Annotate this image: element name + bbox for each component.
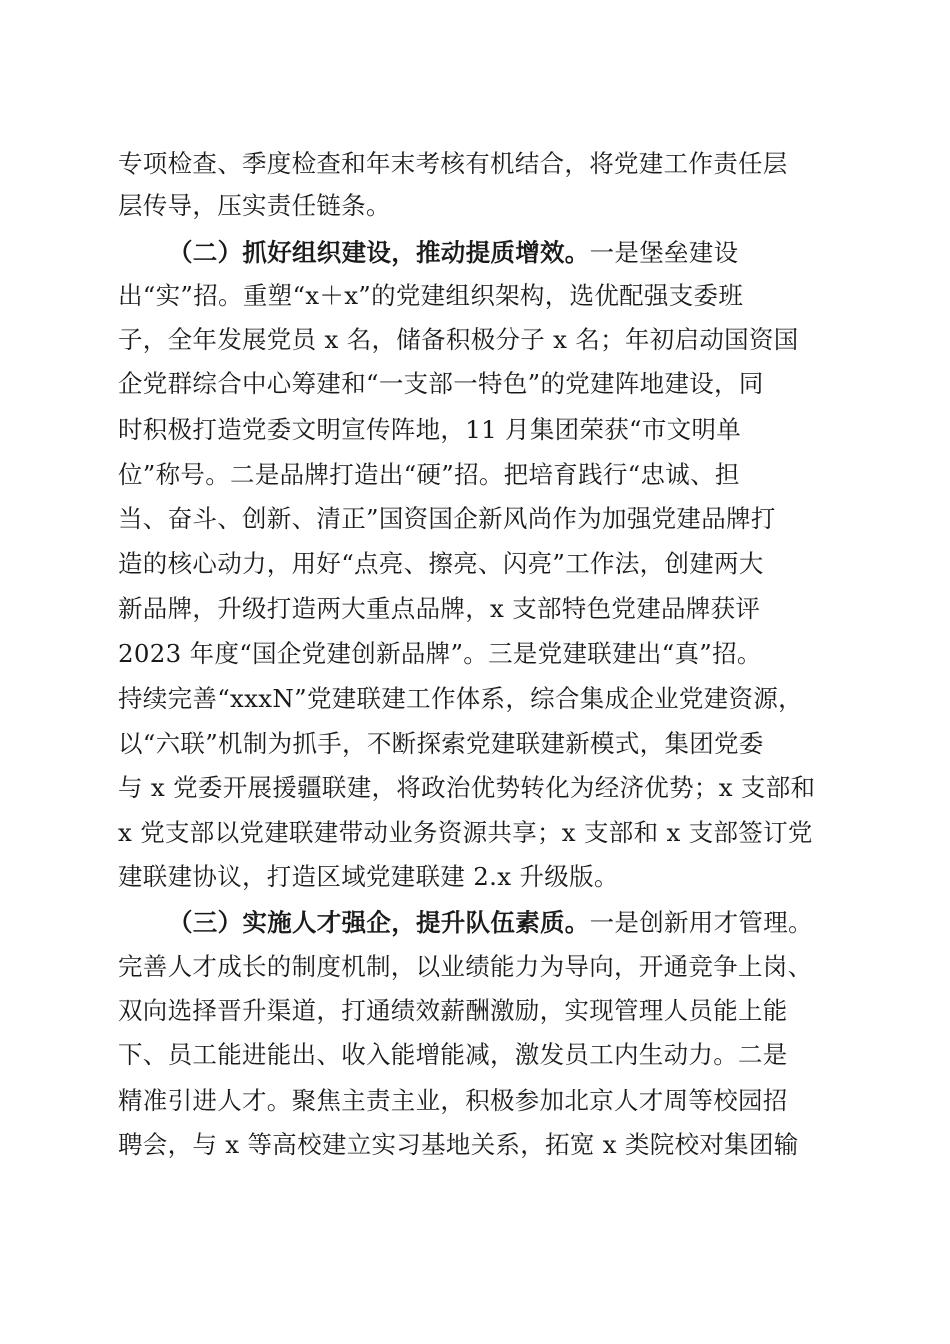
section-heading-line bbox=[168, 233, 738, 273]
text-line bbox=[118, 679, 803, 719]
line-text: 2023 年度“国企党建创新品牌”。三是党建联建出“真”招。 bbox=[118, 639, 762, 668]
line-text: 下、员工能进能出、收入能增能减，激发员工内生动力。二是 bbox=[118, 1040, 788, 1069]
text-line bbox=[118, 499, 776, 539]
line-text: 位”称号。二是品牌打造出“硬”招。把培育践行“忠诚、担 bbox=[118, 460, 740, 489]
line-text: 新品牌，升级打造两大重点品牌，x 支部特色党建品牌获评 bbox=[118, 594, 761, 623]
line-text: 专项检查、季度检查和年末考核有机结合，将党建工作责任层 bbox=[118, 149, 788, 178]
text-line bbox=[118, 410, 741, 450]
line-text: 精准引进人才。聚焦主责主业，积极参加北京人才周等校园招 bbox=[118, 1086, 788, 1115]
text-line bbox=[118, 768, 815, 808]
line-text: 子，全年发展党员 x 名，储备积极分子 x 名；年初启动国资国 bbox=[118, 325, 799, 354]
text-line bbox=[118, 364, 764, 404]
text-line bbox=[118, 724, 764, 764]
line-text: 一是堡垒建设 bbox=[589, 238, 739, 267]
text-line bbox=[118, 857, 619, 897]
line-text: 双向选择晋升渠道，打通绩效薪酬激励，实现管理人员能上能 bbox=[118, 996, 788, 1025]
text-line bbox=[118, 1081, 788, 1121]
line-text: 当、奋斗、创新、清正”国资国企新风尚作为加强党建品牌打 bbox=[118, 504, 776, 533]
text-line bbox=[118, 320, 799, 360]
line-text: 时积极打造党委文明宣传阵地，11 月集团荣获“市文明单 bbox=[118, 415, 742, 444]
line-text: 完善人才成长的制度机制，以业绩能力为导向，开通竞争上岗、 bbox=[118, 952, 813, 981]
text-line bbox=[118, 455, 740, 495]
line-text: 建联建协议，打造区域党建联建 2.x 升级版。 bbox=[118, 862, 619, 891]
line-text: 造的核心动力，用好“点亮、擦亮、闪亮”工作法，创建两大 bbox=[118, 549, 764, 578]
text-line bbox=[118, 144, 788, 184]
line-text: 以“六联”机制为抓手，不断探索党建联建新模式，集团党委 bbox=[118, 729, 764, 758]
text-line bbox=[118, 589, 760, 629]
text-line bbox=[118, 186, 391, 226]
text-line bbox=[118, 947, 812, 987]
line-text: x 党支部以党建联建带动业务资源共享；x 支部和 x 支部签订党 bbox=[118, 818, 813, 847]
line-text: 持续完善“xxxN”党建联建工作体系，综合集成企业党建资源， bbox=[118, 684, 803, 713]
line-text: 企党群综合中心筹建和“一支部一特色”的党建阵地建设，同 bbox=[118, 369, 764, 398]
line-text: 出“实”招。重塑“x＋x”的党建组织架构，选优配强支委班 bbox=[118, 281, 744, 310]
line-text: 一是创新用才管理。 bbox=[589, 908, 813, 937]
section-heading: （三）实施人才强企，提升队伍素质。 bbox=[168, 908, 590, 937]
text-line bbox=[118, 813, 813, 853]
text-line bbox=[118, 276, 743, 316]
text-line bbox=[118, 991, 788, 1031]
text-line bbox=[118, 1125, 799, 1165]
section-heading-line bbox=[168, 903, 813, 943]
text-line bbox=[118, 634, 762, 674]
line-text: 层传导，压实责任链条。 bbox=[118, 191, 391, 220]
line-text: 聘会，与 x 等高校建立实习基地关系，拓宽 x 类院校对集团输 bbox=[118, 1130, 799, 1159]
line-text: 与 x 党委开展援疆联建，将政治优势转化为经济优势；x 支部和 bbox=[118, 773, 816, 802]
text-line bbox=[118, 544, 764, 584]
section-heading: （二）抓好组织建设，推动提质增效。 bbox=[168, 238, 590, 267]
text-line bbox=[118, 1035, 788, 1075]
